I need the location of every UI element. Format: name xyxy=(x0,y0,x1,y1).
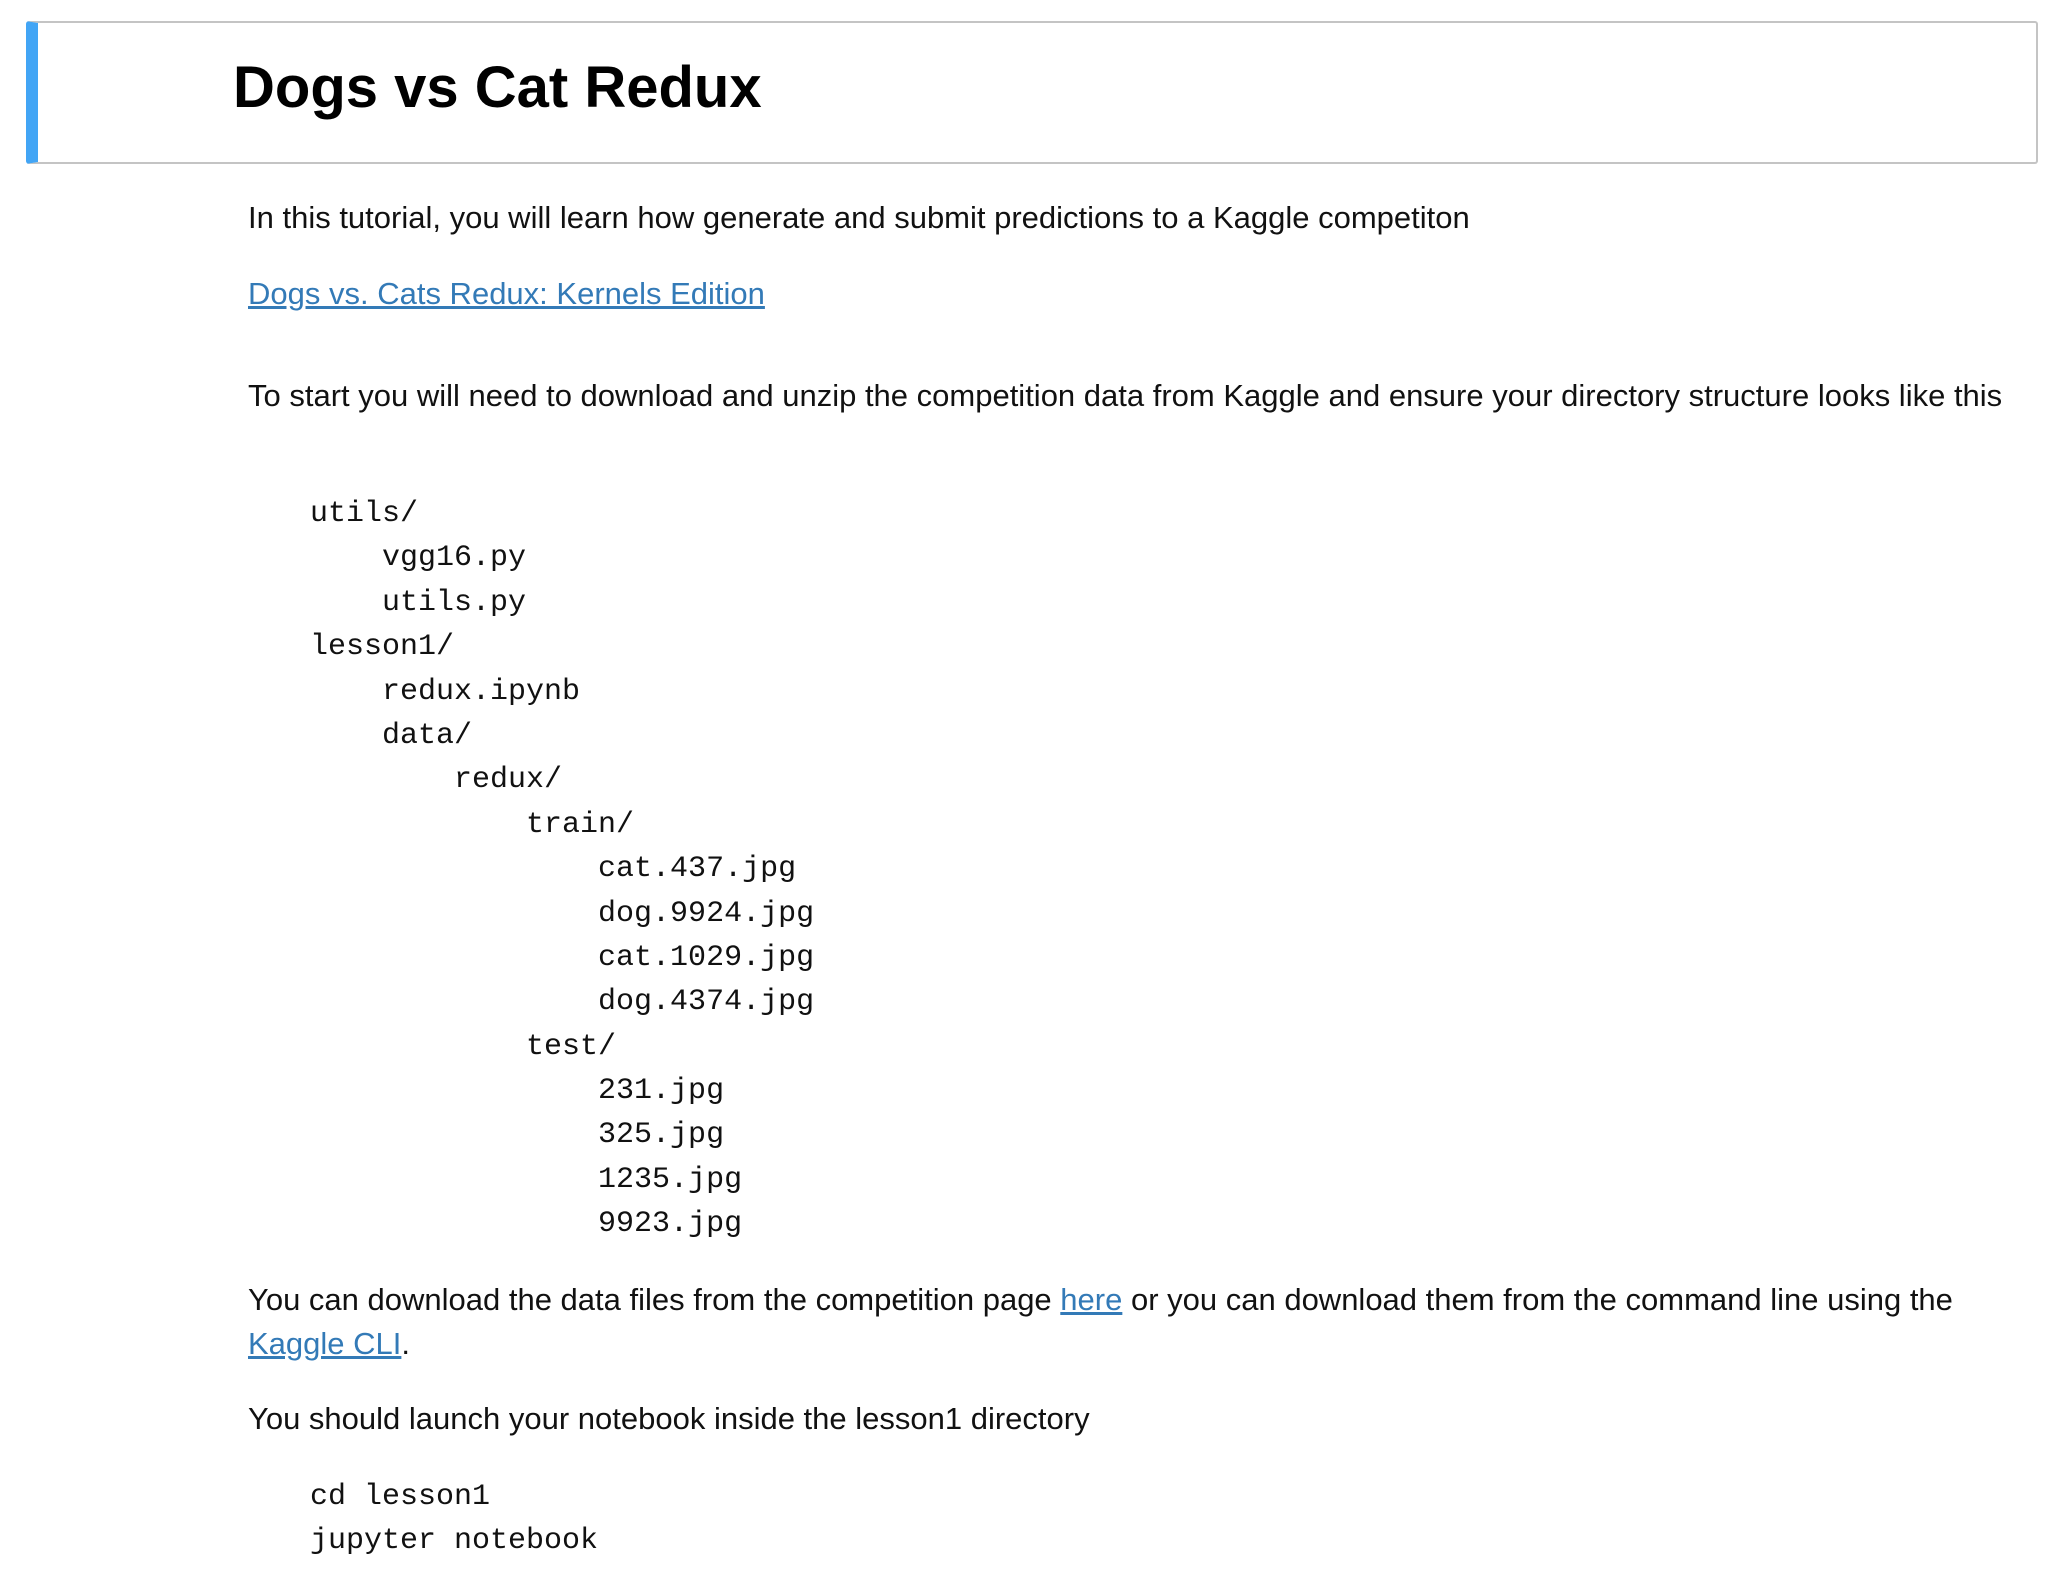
directory-tree-line: utils.py xyxy=(310,585,527,620)
command-line: cd lesson1 xyxy=(310,1480,491,1514)
here-link[interactable]: here xyxy=(1060,1282,1123,1317)
directory-tree-line: cat.437.jpg xyxy=(310,852,797,887)
directory-tree-line: utils/ xyxy=(310,497,419,531)
competition-link[interactable]: Dogs vs. Cats Redux: Kernels Edition xyxy=(248,276,765,311)
directory-tree-line: test/ xyxy=(310,1029,617,1064)
download-text-middle: or you can download them from the command line using the xyxy=(1122,1282,1953,1317)
download-instructions xyxy=(248,1278,2008,1366)
kaggle-cli-link[interactable]: Kaggle CLI xyxy=(248,1326,402,1361)
directory-tree-line: cat.1029.jpg xyxy=(310,940,815,975)
directory-tree xyxy=(310,492,814,1247)
directory-tree-line: redux.ipynb xyxy=(310,674,581,709)
command-line: jupyter notebook xyxy=(310,1524,599,1559)
directory-tree-line: dog.4374.jpg xyxy=(310,985,815,1020)
directory-tree-line: dog.9924.jpg xyxy=(310,896,815,931)
directory-tree-line: 1235.jpg xyxy=(310,1162,743,1197)
directory-tree-line: redux/ xyxy=(310,763,563,798)
download-text-before: You can download the data files from the competition page xyxy=(248,1282,1061,1317)
setup-instructions: To start you will need to download and unzip the competition data from Kaggle and ensure your directory structure looks like this xyxy=(248,378,2003,413)
directory-tree-line: train/ xyxy=(310,807,635,842)
directory-tree-line: 231.jpg xyxy=(310,1074,725,1109)
page-title: Dogs vs Cat Redux xyxy=(233,55,762,120)
directory-tree-line: 325.jpg xyxy=(310,1118,725,1153)
directory-tree-line: data/ xyxy=(310,718,473,753)
launch-instructions: You should launch your notebook inside the lesson1 directory xyxy=(248,1401,1090,1436)
launch-commands xyxy=(310,1475,598,1564)
directory-tree-line: 9923.jpg xyxy=(310,1207,743,1242)
competition-link-paragraph xyxy=(248,272,2008,316)
intro-text: In this tutorial, you will learn how generate and submit predictions to a Kaggle competiton xyxy=(248,200,1470,235)
directory-tree-line: vgg16.py xyxy=(310,541,527,576)
download-text-after: . xyxy=(401,1326,411,1361)
directory-tree-line: lesson1/ xyxy=(310,630,455,665)
